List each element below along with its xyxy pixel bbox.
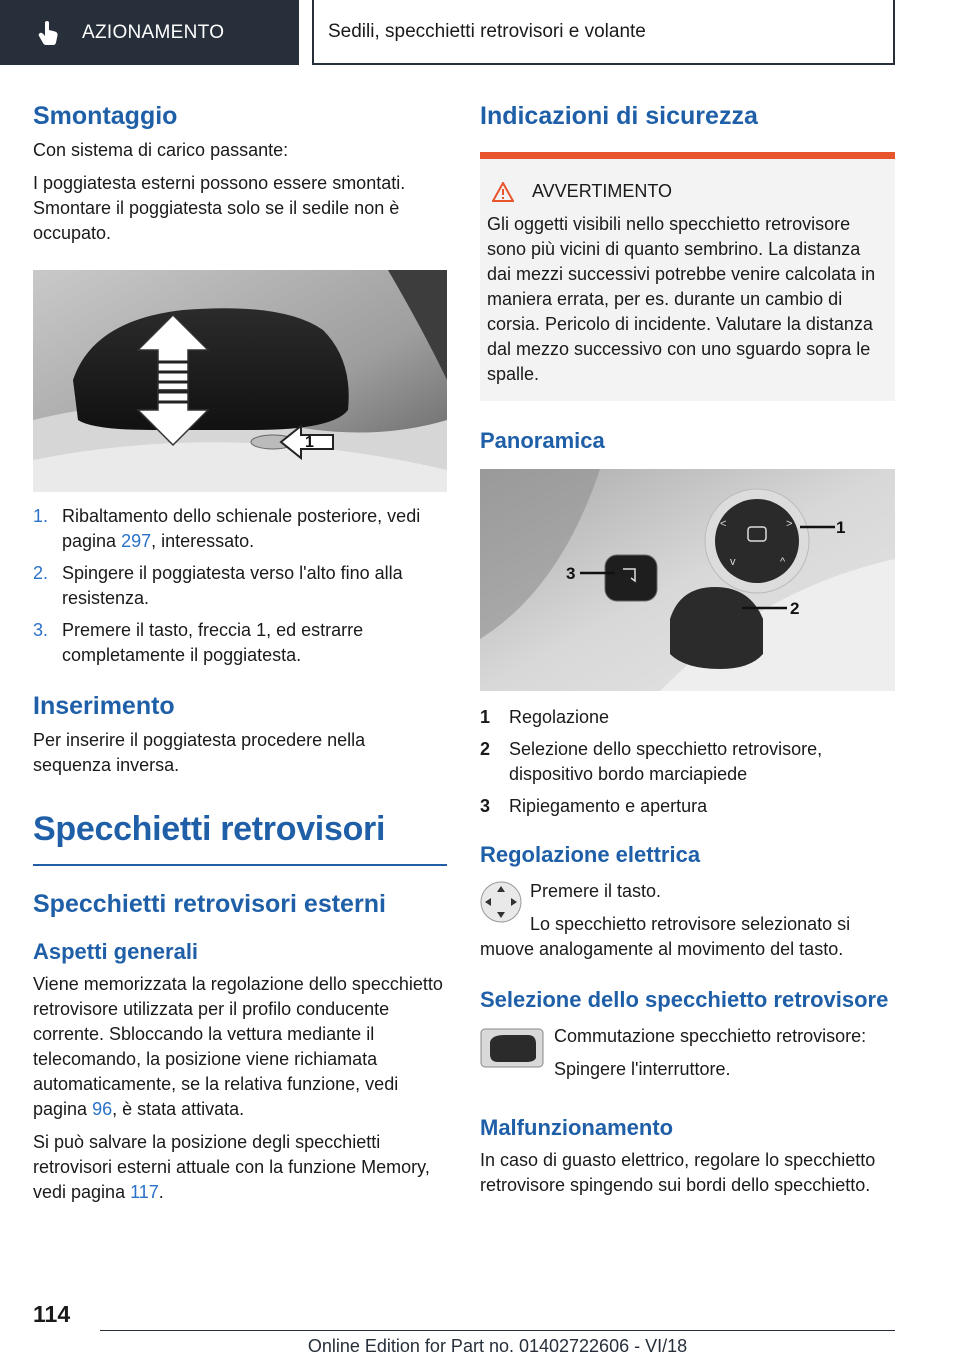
regolazione-text-2: Lo specchietto retrovisore selezionato si muove analogamente al movimento del tasto.: [480, 914, 851, 959]
page-link-297[interactable]: 297: [121, 531, 152, 551]
aspetti-text-2: [33, 1130, 447, 1205]
page-link-96[interactable]: 96: [92, 1099, 113, 1119]
right-column: [480, 100, 895, 1206]
legend-text: Regolazione: [509, 707, 610, 727]
steps-list: [33, 504, 447, 668]
aspetti-text-2-end: .: [158, 1182, 164, 1202]
legend-number: 3: [480, 796, 491, 816]
headrest-callout-1: 1: [305, 434, 314, 451]
list-item: [480, 737, 895, 787]
warning-text: Gli oggetti visibili nello specchietto retrovisore sono più vicini di quanto sembrino. La distanza dai mezzi successivi potrebbe venire calcolata in maniera errata, per es. durante un cambio di corsia. Pericolo di incidente. Valutare la distanza dal mezzo successivo con uno sguardo sopra le spalle.: [487, 214, 876, 384]
warning-triangle-icon: [492, 182, 514, 202]
page-link-117[interactable]: 117: [130, 1182, 159, 1202]
regolazione-text-1: Premere il tasto.: [530, 881, 662, 901]
inserimento-heading: Inserimento: [33, 692, 175, 720]
hand-pointer-icon: [38, 20, 60, 46]
legend-number: 1: [480, 707, 491, 727]
section-tab-label: AZIONAMENTO: [82, 22, 225, 43]
mirror-callout-2: 2: [790, 599, 800, 618]
list-item: [33, 561, 447, 611]
mirror-switch-photo: [480, 469, 895, 691]
aspetti-text-2-body: Si può salvare la posizione degli specchietti retrovisori esterni attuale con la funzione Memory, vedi pagina: [33, 1132, 430, 1202]
warning-title: AVVERTIMENTO: [532, 181, 673, 201]
breadcrumb: [312, 0, 895, 65]
step-number: 1.: [33, 506, 49, 526]
section-tab[interactable]: [0, 0, 299, 65]
aspetti-text-1-end: , è stata attivata.: [112, 1099, 245, 1119]
specchietti-heading: Specchietti retrovisori: [33, 810, 386, 848]
inserimento-text: Per inserire il poggiatesta procedere nella sequenza inversa.: [33, 730, 366, 775]
breadcrumb-label: Sedili, specchietti retrovisori e volante: [328, 21, 646, 42]
svg-text:^: ^: [780, 556, 786, 568]
svg-text:<: <: [720, 518, 727, 530]
list-item: [480, 794, 895, 819]
malfunzionamento-text: In caso di guasto elettrico, regolare lo specchietto retrovisore spingendo sui bordi dello specchietto.: [480, 1150, 876, 1195]
mirror-callout-3: 3: [566, 564, 576, 583]
page-number: 114: [33, 1301, 71, 1327]
aspetti-text-1: [33, 972, 447, 1122]
regolazione-block: [480, 879, 895, 962]
smontaggio-text: I poggiatesta esterni possono essere smontati. Smontare il poggiatesta solo se il sedile non è occupato.: [33, 173, 406, 243]
legend-text: Selezione dello specchietto retrovisore, dispositivo bordo marciapiede: [509, 739, 823, 784]
step-text: Premere il tasto, freccia 1, ed estrarre completamente il poggiatesta.: [62, 620, 364, 665]
step-text: Ribaltamento dello schienale posteriore, vedi pagina: [62, 506, 421, 551]
step-number: 3.: [33, 620, 49, 640]
svg-text:>: >: [786, 518, 793, 530]
legend-number: 2: [480, 739, 491, 759]
step-text: Spingere il poggiatesta verso l'alto fino alla resistenza.: [62, 563, 403, 608]
step-number: 2.: [33, 563, 49, 583]
svg-text:v: v: [730, 556, 736, 568]
selezione-text-2: Spingere l'interruttore.: [554, 1059, 731, 1079]
footer-rule: [100, 1330, 895, 1331]
aspetti-heading: Aspetti generali: [33, 939, 199, 964]
legend-list: [480, 705, 895, 819]
warning-box: [480, 152, 895, 401]
step-text-after: , interessato.: [151, 531, 255, 551]
esterni-heading: Specchietti retrovisori esterni: [33, 890, 386, 918]
mirror-adjust-button-icon: [480, 881, 522, 923]
mirror-callout-1: 1: [836, 518, 846, 537]
mirror-select-switch-icon: [480, 1028, 544, 1068]
headrest-photo: [33, 270, 447, 492]
list-item: [480, 705, 895, 730]
heading-rule: [33, 864, 447, 866]
selezione-block: [480, 1024, 895, 1090]
left-column: [33, 100, 447, 1213]
selezione-text-1: Commutazione specchietto retrovisore:: [554, 1026, 867, 1046]
regolazione-heading: Regolazione elettrica: [480, 842, 701, 867]
selezione-heading: Selezione dello specchietto retrovisore: [480, 987, 889, 1012]
aspetti-text-1-body: Viene memorizzata la regolazione dello specchietto retrovisore utilizzata per il profilo conducente corrente. Sbloccando la vettura mediante il telecomando, la posizione viene richiamata automaticamente, se la relativa funzione, vedi pagina: [33, 974, 443, 1119]
panoramica-heading: Panoramica: [480, 428, 605, 453]
list-item: [33, 504, 447, 554]
smontaggio-intro: Con sistema di carico passante:: [33, 140, 289, 160]
smontaggio-heading: Smontaggio: [33, 102, 178, 130]
legend-text: Ripiegamento e apertura: [509, 796, 708, 816]
edition-text: Online Edition for Part no. 01402722606 - VI/18: [307, 1336, 688, 1356]
list-item: [33, 618, 447, 668]
malfunzionamento-heading: Malfunzionamento: [480, 1115, 674, 1140]
sicurezza-heading: Indicazioni di sicurezza: [480, 102, 758, 130]
